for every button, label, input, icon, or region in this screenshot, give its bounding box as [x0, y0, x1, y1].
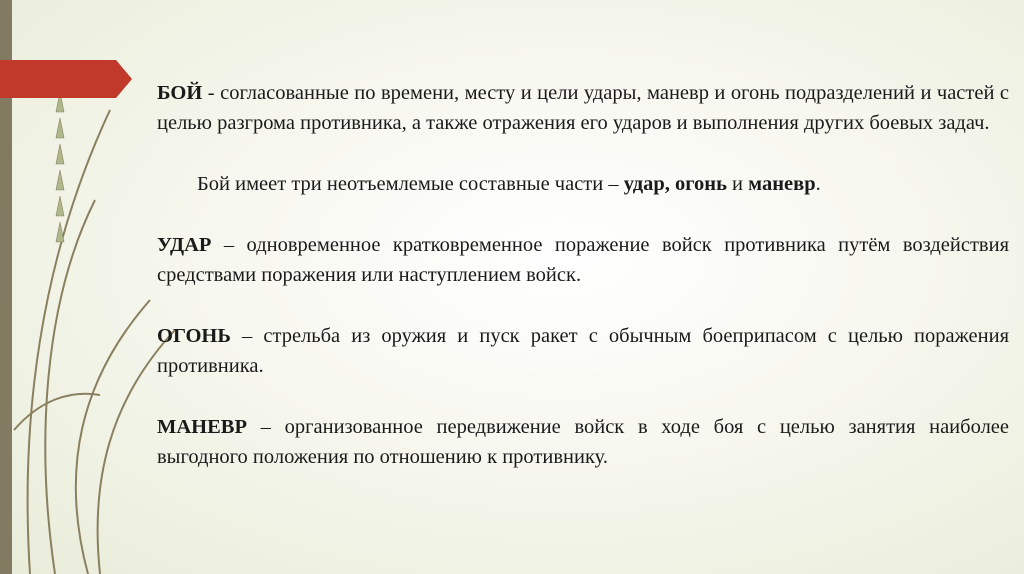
paragraph-ogon — [157, 321, 1009, 381]
parts-bold-2: маневр — [748, 173, 816, 195]
term-udar: УДАР — [157, 234, 212, 256]
term-manevr: МАНЕВР — [157, 416, 247, 438]
term-boi: БОЙ — [157, 82, 203, 104]
definition-udar: – одновременное кратковременное поражение войск противника путём воздействия средствами поражения или наступлением войск. — [157, 234, 1009, 286]
term-ogon: ОГОНЬ — [157, 325, 231, 347]
definitions-text — [157, 78, 1009, 472]
paragraph-parts — [157, 169, 1009, 199]
parts-text-3: . — [815, 173, 821, 195]
red-tab-marker — [0, 60, 132, 98]
definition-ogon: – стрельба из оружия и пуск ракет с обычным боеприпасом с целью поражения противника. — [157, 325, 1009, 377]
parts-bold-1: удар, огонь — [623, 173, 727, 195]
paragraph-manevr — [157, 412, 1009, 472]
parts-text-2: и — [726, 173, 749, 195]
parts-text-1: Бой имеет три неотъемлемые составные части – — [197, 173, 624, 195]
definition-boi: - согласованные по времени, месту и цели удары, маневр и огонь подразделений и частей с целью разгрома противника, а также отражения его ударов и выполнения других боевых задач. — [157, 82, 1009, 134]
definition-manevr: – организованное передвижение войск в ходе боя с целью занятия наиболее выгодного положения по отношению к противнику. — [157, 416, 1009, 468]
paragraph-udar — [157, 230, 1009, 290]
paragraph-boi — [157, 78, 1009, 138]
